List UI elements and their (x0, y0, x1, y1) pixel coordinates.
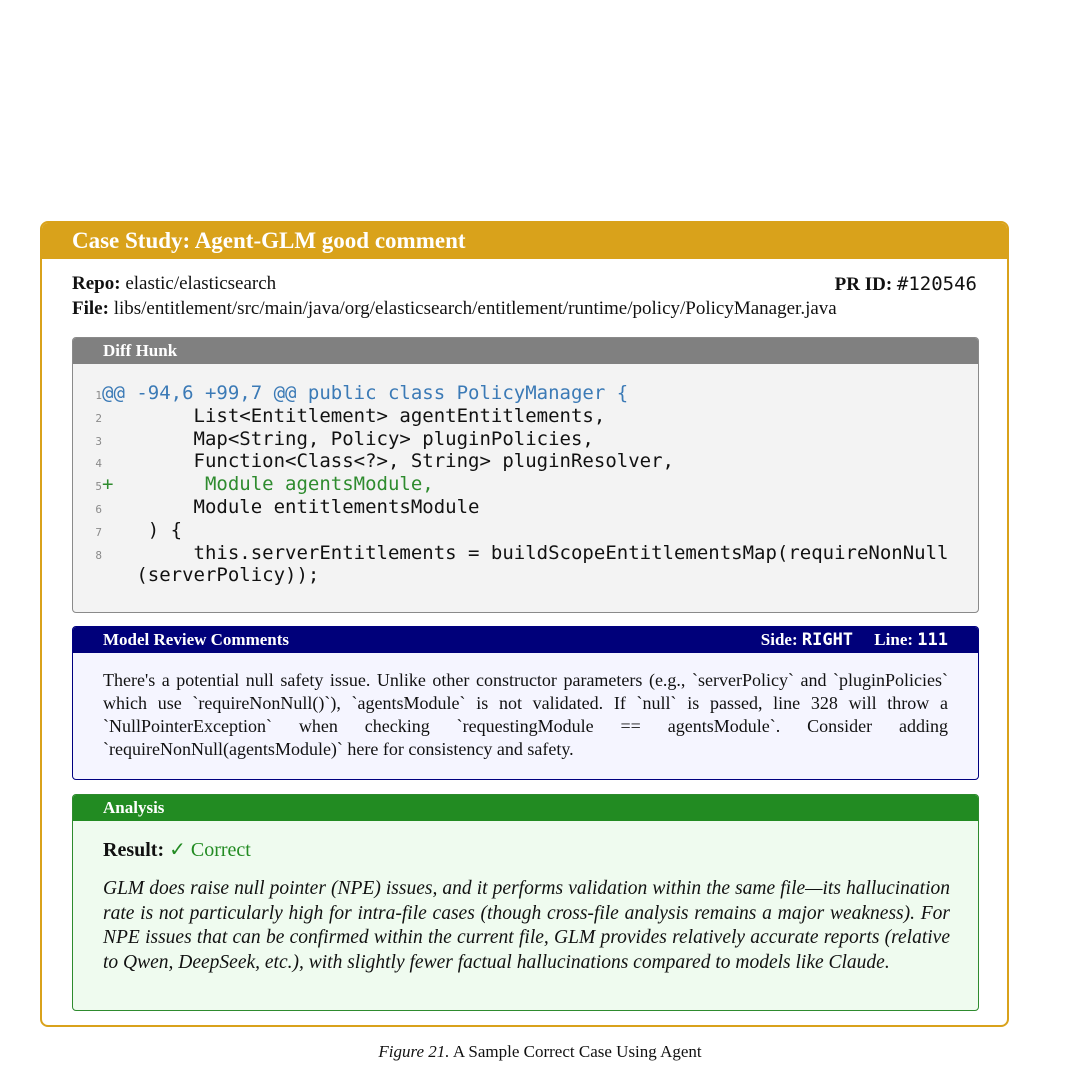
diff-hunk-title: Diff Hunk (103, 341, 178, 360)
diff-line (73, 450, 978, 473)
diff-line-number: 2 (95, 411, 102, 425)
diff-line (73, 405, 978, 428)
diff-line (73, 564, 978, 587)
review-location (761, 627, 948, 653)
result-label: Result: (103, 839, 165, 861)
diff-line (73, 519, 978, 542)
file-path: libs/entitlement/src/main/java/org/elasticsearch/entitlement/runtime/policy/PolicyManager.java (113, 298, 837, 319)
line-value: 111 (917, 630, 948, 650)
case-study-box (40, 221, 1009, 1027)
diff-line (73, 473, 978, 496)
diff-line-number: 7 (95, 525, 102, 539)
diff-line-text: @@ -94,6 +99,7 @@ public class PolicyManager { (102, 382, 629, 404)
figure-number: Figure 21. (378, 1042, 450, 1061)
checkmark-icon: ✓ (169, 837, 186, 861)
review-comment-text: There's a potential null safety issue. Unlike other constructor parameters (e.g., `serverPolicy` and `pluginPolicies` which use `requireNonNull()`), `agentsModule` is not validated. If `null` is passed, line 328 will throw a `NullPointerException` when checking `requestingModule == agentsModule`. Consider adding `requireNonNull(agentsModule)` here for consistency and safety. (103, 670, 948, 759)
diff-line-text: Module entitlementsModule (102, 495, 480, 518)
case-study-title: Case Study: Agent-GLM good comment (42, 223, 1007, 259)
review-comments-panel (72, 626, 979, 780)
repo-info (72, 273, 276, 296)
repo-pr-row (72, 273, 977, 296)
diff-line (73, 496, 978, 519)
side-label: Side: (760, 630, 798, 649)
analysis-header (73, 795, 978, 821)
diff-line-number: 5 (95, 480, 102, 494)
diff-line-text: ) { (102, 518, 183, 541)
diff-line (73, 428, 978, 451)
repo-value: elastic/elasticsearch (125, 273, 277, 294)
pr-info (835, 273, 977, 296)
diff-line-number: 3 (95, 434, 102, 448)
diff-line-number: 1 (95, 389, 102, 402)
diff-line-text: Function<Class<?>, String> pluginResolver, (102, 450, 674, 473)
pr-label: PR ID: (834, 274, 893, 295)
pr-id: #120546 (896, 273, 977, 295)
analysis-title: Analysis (103, 798, 165, 817)
diff-hunk-panel (72, 337, 979, 613)
result-value: Correct (190, 839, 251, 861)
figure-caption (0, 1042, 1080, 1062)
caption-text: A Sample Correct Case Using Agent (452, 1042, 702, 1061)
repo-label: Repo: (72, 273, 121, 294)
diff-line-number: 8 (95, 548, 102, 562)
diff-line-text: this.serverEntitlements = buildScopeEntitlementsMap(requireNonNull (102, 541, 949, 564)
line-label: Line: (874, 630, 914, 649)
file-row (72, 298, 977, 320)
analysis-panel (72, 794, 979, 1011)
file-label: File: (72, 298, 109, 319)
review-header (73, 627, 978, 653)
diff-line-number: 6 (95, 502, 102, 516)
side-value: RIGHT (801, 630, 854, 650)
diff-line (73, 542, 978, 565)
diff-line-text: + Module agentsModule, (102, 473, 434, 496)
diff-line-text: List<Entitlement> agentEntitlements, (102, 404, 606, 427)
diff-line (73, 382, 978, 405)
result-row (103, 837, 251, 862)
diff-hunk-header (73, 338, 978, 364)
diff-line-text: Map<String, Policy> pluginPolicies, (102, 427, 594, 450)
review-title: Model Review Comments (103, 630, 290, 649)
analysis-text: GLM does raise null pointer (NPE) issues, and it performs validation within the same file—its hallucination rate is not particularly high for intra-file cases (though cross-file analysis remains a major weakness). For NPE issues that can be confirmed within the current file, GLM provides relatively accurate reports (relative to Qwen, DeepSeek, etc.), with slightly fewer factual hallucinations compared to models like Claude. (103, 878, 950, 973)
diff-line-number: 4 (95, 457, 102, 471)
diff-code (73, 382, 978, 587)
diff-line-text: (serverPolicy)); (102, 564, 320, 587)
